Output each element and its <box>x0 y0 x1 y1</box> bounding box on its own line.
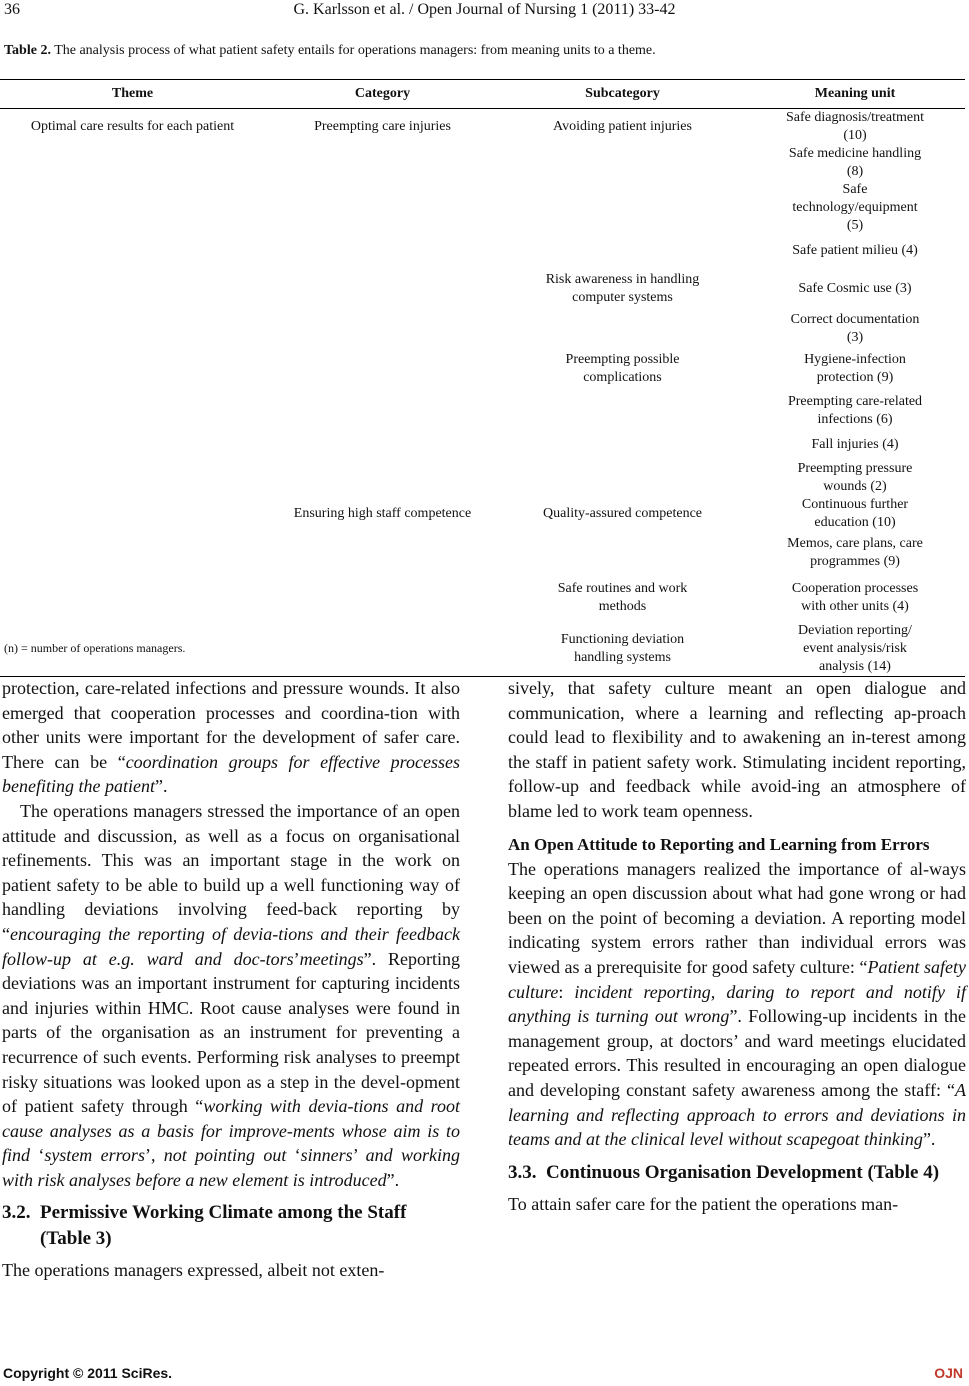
cell-theme <box>0 347 265 391</box>
cell-subcategory <box>500 532 745 574</box>
cell-category <box>265 181 500 235</box>
cell-meaning-unit: Correct documentation (3) <box>790 312 920 345</box>
cell-meaning-unit: Safe diagnosis/treatment (10) <box>785 110 925 143</box>
header-meaning-unit: Meaning unit <box>745 80 965 109</box>
cell-meaning-unit: Preempting pressure wounds (2) <box>797 460 913 494</box>
subsection-heading: An Open Attitude to Reporting and Learning from Errors <box>508 834 930 854</box>
cell-theme <box>0 145 265 181</box>
table-body <box>0 109 965 677</box>
cell-meaning-unit: Safe medicine handling (8) <box>788 146 922 179</box>
cell-meaning-unit: Cooperation processes with other units (4) <box>791 581 919 614</box>
right-column <box>508 676 966 1216</box>
cell-category: Preempting care injuries <box>314 119 451 134</box>
cell-meaning-unit: Memos, care plans, care programmes (9) <box>787 536 923 569</box>
table-row <box>0 181 965 235</box>
cell-category <box>265 574 500 622</box>
table-row <box>0 391 965 431</box>
cell-theme <box>0 391 265 431</box>
cell-meaning-unit: Preempting care-related infections (6) <box>787 394 923 427</box>
table-row <box>0 145 965 181</box>
page-number: 36 <box>4 1 20 18</box>
left-column <box>2 676 460 1283</box>
cell-meaning-unit: Deviation reporting/ event analysis/risk analysis (14) <box>745 622 965 677</box>
cell-subcategory: Avoiding patient injuries <box>553 119 692 134</box>
journal-abbrev: OJN <box>934 1365 963 1381</box>
cell-subcategory <box>500 459 745 496</box>
cell-category <box>265 532 500 574</box>
cell-category <box>265 391 500 431</box>
paragraph: The operations managers realized the importance of al-ways keeping an open discussion about what had gone wrong or had been on the point of becoming a deviation. A reporting model indicating system errors rather than individual errors was viewed as a prerequisite for good safety culture: “Patient safety culture: incident reporting, daring to report and notify if anything is turning out wrong”. Following-up incidents in the management group, at doctors’ and ward meetings elucidated repeated errors. This resulted in encouraging an open dialogue and developing constant safety awareness among the staff: “A learning and reflecting approach to errors and deviations in teams and at the clinical level without scapegoat thinking”. <box>508 858 966 1150</box>
cell-category <box>265 311 500 347</box>
cell-subcategory <box>500 431 745 459</box>
table-row <box>0 347 965 391</box>
cell-subcategory <box>500 391 745 431</box>
table-row <box>0 574 965 622</box>
paragraph: To attain safer care for the patient the operations man- <box>508 1193 899 1214</box>
section-heading: 3.2. Permissive Working Climate among the Staff (Table 3) <box>2 1202 407 1250</box>
cell-category <box>265 266 500 311</box>
running-title: G. Karlsson et al. / Open Journal of Nursing 1 (2011) 33-42 <box>293 1 676 18</box>
cell-subcategory <box>500 235 745 266</box>
cell-subcategory <box>500 181 745 235</box>
header-theme: Theme <box>0 80 265 109</box>
cell-subcategory: Safe routines and work methods <box>557 581 688 614</box>
cell-category <box>265 459 500 496</box>
table-row <box>0 109 965 146</box>
cell-theme <box>0 235 265 266</box>
cell-theme <box>0 496 265 532</box>
table-caption <box>4 43 964 59</box>
table-caption-text: The analysis process of what patient safety entails for operations managers: from meaning units to a theme. <box>50 43 656 58</box>
paragraph: sively, that safety culture meant an open dialogue and communication, where a learning and reflecting ap-proach could lead to flexibility and to awakening an in-terest among the staff in patient safety work. Stimulating incident reporting, follow-up and feedback while avoid-ing an atmosphere of blame led to work team openness. <box>508 678 966 821</box>
table-row <box>0 496 965 532</box>
table-row <box>0 431 965 459</box>
header-category: Category <box>265 80 500 109</box>
cell-meaning-unit: Safe patient milieu (4) <box>792 242 918 258</box>
section-heading: 3.3. Continuous Organisation Development (Table 4) <box>508 1161 940 1183</box>
table-header-row <box>0 80 965 109</box>
header-subcategory: Subcategory <box>500 80 745 109</box>
cell-category <box>265 145 500 181</box>
cell-meaning-unit: Safe technology/equipment (5) <box>792 182 918 233</box>
cell-subcategory: Risk awareness in handling computer systems <box>545 271 700 305</box>
cell-subcategory: Functioning deviation handling systems <box>500 622 745 677</box>
cell-theme <box>0 181 265 235</box>
paragraph: The operations managers expressed, albeit not exten- <box>2 1260 385 1281</box>
cell-category: Ensuring high staff competence <box>293 506 472 521</box>
cell-theme <box>0 266 265 311</box>
paragraph: The operations managers stressed the importance of an open attitude and discussion, as well as a focus on organisational refinements. This was an important stage in the work on patient safety to be able to build up a well functioning way of handling deviations involving feed-back reporting by “encouraging the reporting of devia-tions and their feedback follow-up at e.g. ward and doc-tors’meetings”. Reporting deviations was an important instrument for capturing incidents and injuries within HMC. Root cause analyses were found in parts of the organisation as an instrument for preventing a recurrence of such events. Performing risk analyses to preempt risky situations was looked upon as a step in the devel-opment of patient safety through “working with devia-tions and root cause analyses as a basis for improve-ments whose aim is to find ‘system errors’, not pointing out ‘sinners’ and working with risk analyses before a new element is introduced”. <box>2 800 460 1190</box>
cell-theme: Optimal care results for each patient <box>30 119 235 134</box>
paragraph: protection, care-related infections and pressure wounds. It also emerged that cooperation processes and coordina-tion with other units were important for the development of safer care. There can be “coordination groups for effective processes benefiting the patient”. <box>2 678 460 797</box>
table-footnote: (n) = number of operations managers. <box>4 641 186 655</box>
cell-subcategory <box>500 145 745 181</box>
cell-subcategory: Preempting possible complications <box>565 352 680 385</box>
cell-theme <box>0 431 265 459</box>
analysis-table <box>0 79 965 677</box>
table-row <box>0 532 965 574</box>
table-caption-label: Table 2. <box>4 43 51 58</box>
copyright-notice: Copyright © 2011 SciRes. <box>3 1365 173 1381</box>
cell-subcategory <box>500 311 745 347</box>
cell-meaning-unit: Hygiene-infection protection (9) <box>804 352 906 385</box>
table-row <box>0 311 965 347</box>
cell-category <box>265 622 500 677</box>
table-row <box>0 266 965 311</box>
cell-theme <box>0 574 265 622</box>
cell-theme <box>0 459 265 496</box>
cell-subcategory: Quality-assured competence <box>543 506 702 521</box>
cell-theme <box>0 532 265 574</box>
table-row <box>0 459 965 496</box>
cell-theme <box>0 311 265 347</box>
cell-meaning-unit: Safe Cosmic use (3) <box>798 280 912 296</box>
cell-category <box>265 347 500 391</box>
cell-category <box>265 235 500 266</box>
cell-meaning-unit: Fall injuries (4) <box>811 437 899 452</box>
table-row <box>0 235 965 266</box>
cell-category <box>265 431 500 459</box>
cell-meaning-unit: Continuous further education (10) <box>801 497 909 530</box>
